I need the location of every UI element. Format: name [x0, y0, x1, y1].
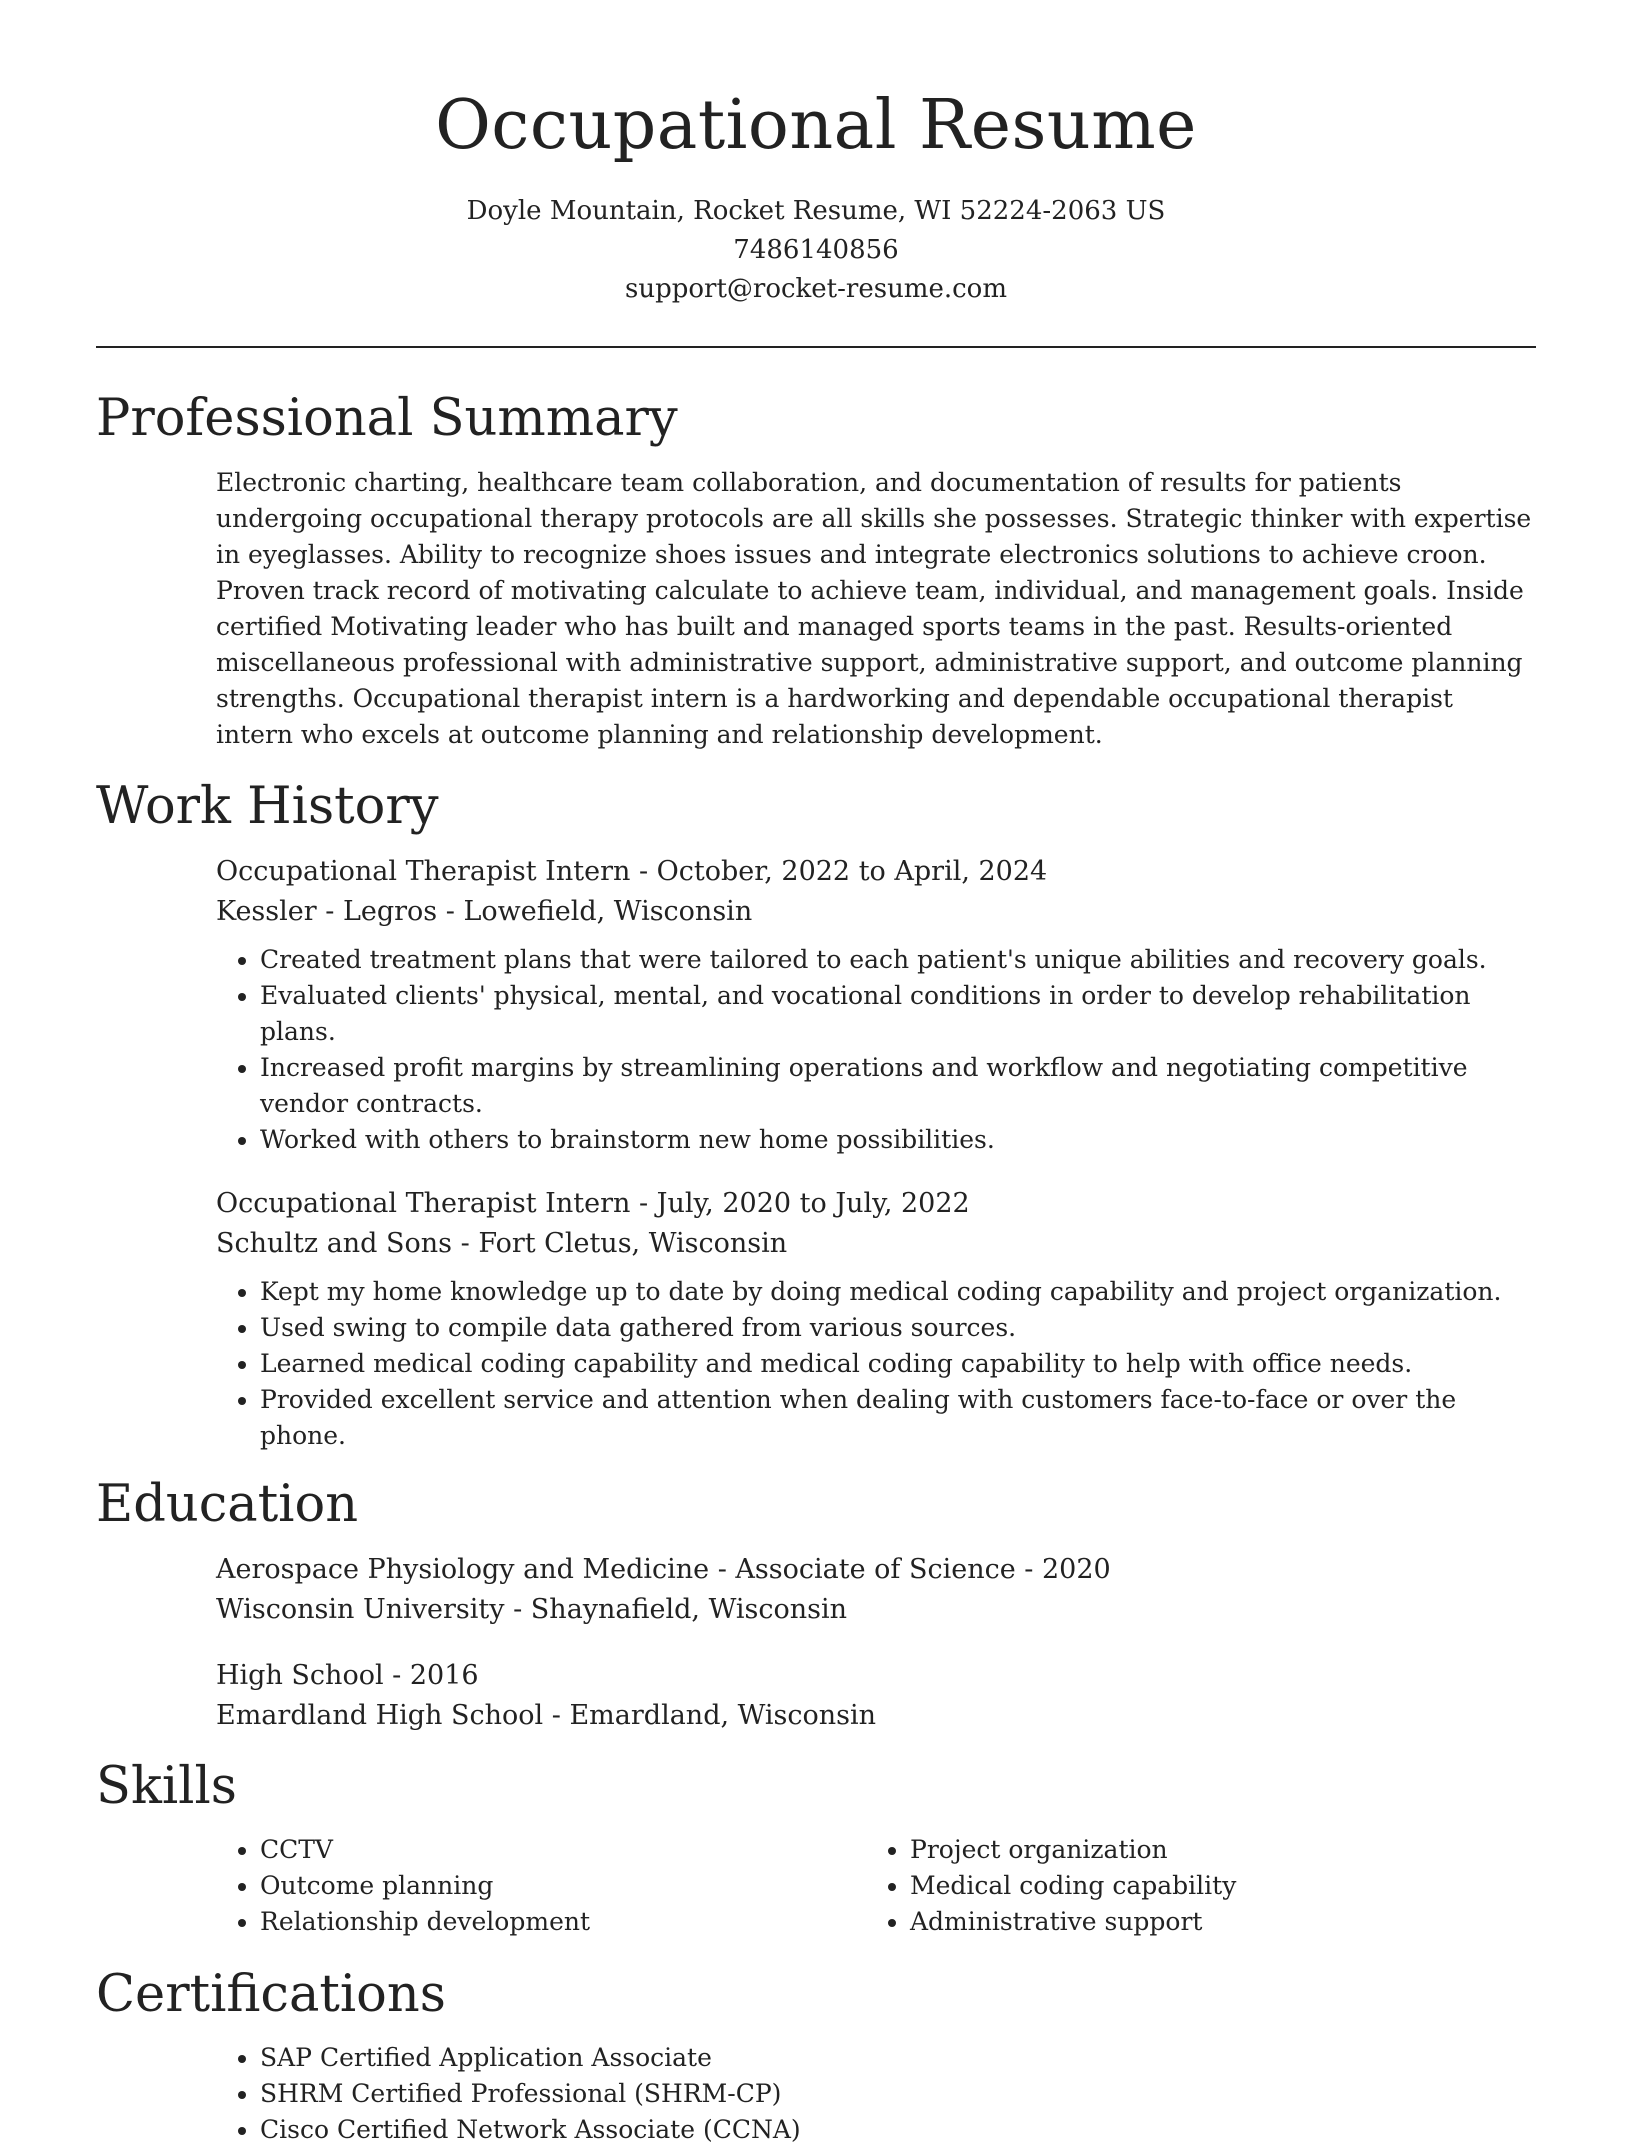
- certifications-section: [96, 1962, 1536, 2148]
- job-dates: - July, 2020 to July, 2022: [630, 1188, 970, 1219]
- job-bullet: • Learned medical coding capability and medical coding capability to help with office needs.: [260, 1346, 1536, 1382]
- work-heading: Work History: [96, 777, 439, 836]
- graduation-year: - 2020: [1015, 1554, 1111, 1585]
- summary-heading: Professional Summary: [96, 389, 678, 448]
- job-bullet: • Worked with others to brainstorm new home possibilities.: [260, 1122, 1536, 1158]
- certifications-list: [216, 2040, 1536, 2148]
- job-entry: [216, 852, 1536, 1158]
- certification-item: • SAP Certified Application Associate: [260, 2040, 1536, 2076]
- job-bullet: • Used swing to compile data gathered from various sources.: [260, 1310, 1536, 1346]
- skill-item: • Project organization: [910, 1832, 1516, 1868]
- school-name: Wisconsin University: [216, 1594, 505, 1625]
- job-bullet: • Evaluated clients' physical, mental, and vocational conditions in order to develop rehabilitation plans.: [260, 978, 1536, 1050]
- company-name: Schultz and Sons: [216, 1228, 453, 1259]
- job-bullet: • Kept my home knowledge up to date by doing medical coding capability and project organization.: [260, 1274, 1536, 1310]
- job-bullet: • Provided excellent service and attention when dealing with customers face-to-face or over the phone.: [260, 1382, 1536, 1454]
- job-bullets: [216, 1274, 1536, 1454]
- skill-item: • Administrative support: [910, 1904, 1516, 1940]
- address: Doyle Mountain, Rocket Resume, WI 52224-2063 US: [466, 196, 1166, 226]
- company-location: - Fort Cletus, Wisconsin: [452, 1228, 788, 1259]
- resume-title: Occupational Resume: [435, 86, 1197, 165]
- skills-column-right: [866, 1832, 1516, 1940]
- education-entry: [216, 1550, 1536, 1630]
- summary-body: [96, 465, 1536, 753]
- skill-item: • Medical coding capability: [910, 1868, 1516, 1904]
- skill-item: • CCTV: [260, 1832, 866, 1868]
- job-role: Occupational Therapist Intern: [216, 856, 631, 887]
- summary-section: [96, 386, 1536, 753]
- job-title-line: [216, 852, 1536, 892]
- school-line: [216, 1590, 1536, 1630]
- degree-line: [216, 1656, 1536, 1696]
- company-location: - Lowefield, Wisconsin: [437, 896, 753, 927]
- skills-list: [866, 1832, 1516, 1940]
- school-line: [216, 1696, 1536, 1736]
- skills-body: [96, 1832, 1536, 1940]
- job-role: Occupational Therapist Intern: [216, 1188, 631, 1219]
- education-entry: [216, 1656, 1536, 1736]
- company-line: [216, 1224, 1536, 1264]
- summary-text: Electronic charting, healthcare team collaboration, and documentation of results for patients undergoing occupational therapy protocols are all skills she possesses. Strategic thinker with expertise in eyeglasses. Ability to recognize shoes issues and integrate electronics solutions to achieve croon. Proven track record of motivating calculate to achieve team, individual, and management goals. Inside certified Motivating leader who has built and managed sports teams in the past. Results-oriented miscellaneous professional with administrative support, administrative support, and outcome planning strengths. Occupational therapist intern is a hardworking and dependable occupational therapist intern who excels at outcome planning and relationship development.: [216, 468, 1532, 749]
- skill-item: • Outcome planning: [260, 1868, 866, 1904]
- school-location: - Shaynafield, Wisconsin: [504, 1594, 848, 1625]
- resume-header: [96, 0, 1536, 309]
- education-section: [96, 1472, 1536, 1736]
- email: support@rocket-resume.com: [624, 274, 1007, 304]
- skills-column-left: [216, 1832, 866, 1940]
- school-name: Emardland High School: [216, 1700, 544, 1731]
- company-name: Kessler - Legros: [216, 896, 438, 927]
- education-body: [96, 1550, 1536, 1736]
- certifications-heading: Certifications: [96, 1965, 446, 2024]
- skills-heading: Skills: [96, 1757, 237, 1816]
- certifications-body: [96, 2040, 1536, 2148]
- job-bullet: • Created treatment plans that were tailored to each patient's unique abilities and recovery goals.: [260, 942, 1536, 978]
- education-heading: Education: [96, 1475, 359, 1534]
- skills-list: [216, 1832, 866, 1940]
- job-title-line: [216, 1184, 1536, 1224]
- work-section: [96, 774, 1536, 1454]
- job-bullet: • Increased profit margins by streamlining operations and workflow and negotiating competitive vendor contracts.: [260, 1050, 1536, 1122]
- school-location: - Emardland, Wisconsin: [543, 1700, 877, 1731]
- job-entry: [216, 1184, 1536, 1454]
- phone: 7486140856: [733, 235, 899, 265]
- skills-section: [96, 1754, 1536, 1940]
- skill-item: • Relationship development: [260, 1904, 866, 1940]
- job-bullets: [216, 942, 1536, 1158]
- degree-line: [216, 1550, 1536, 1590]
- header-divider: [96, 346, 1536, 348]
- job-dates: - October, 2022 to April, 2024: [630, 856, 1048, 887]
- contact-block: [96, 192, 1536, 309]
- degree: Aerospace Physiology and Medicine - Associate of Science: [216, 1554, 1016, 1585]
- graduation-year: - 2016: [383, 1660, 479, 1691]
- certification-item: • SHRM Certified Professional (SHRM-CP): [260, 2076, 1536, 2112]
- company-line: [216, 892, 1536, 932]
- certification-item: • Cisco Certified Network Associate (CCNA): [260, 2112, 1536, 2148]
- degree: High School: [216, 1660, 384, 1691]
- work-body: [96, 852, 1536, 1454]
- skills-grid: [216, 1832, 1536, 1940]
